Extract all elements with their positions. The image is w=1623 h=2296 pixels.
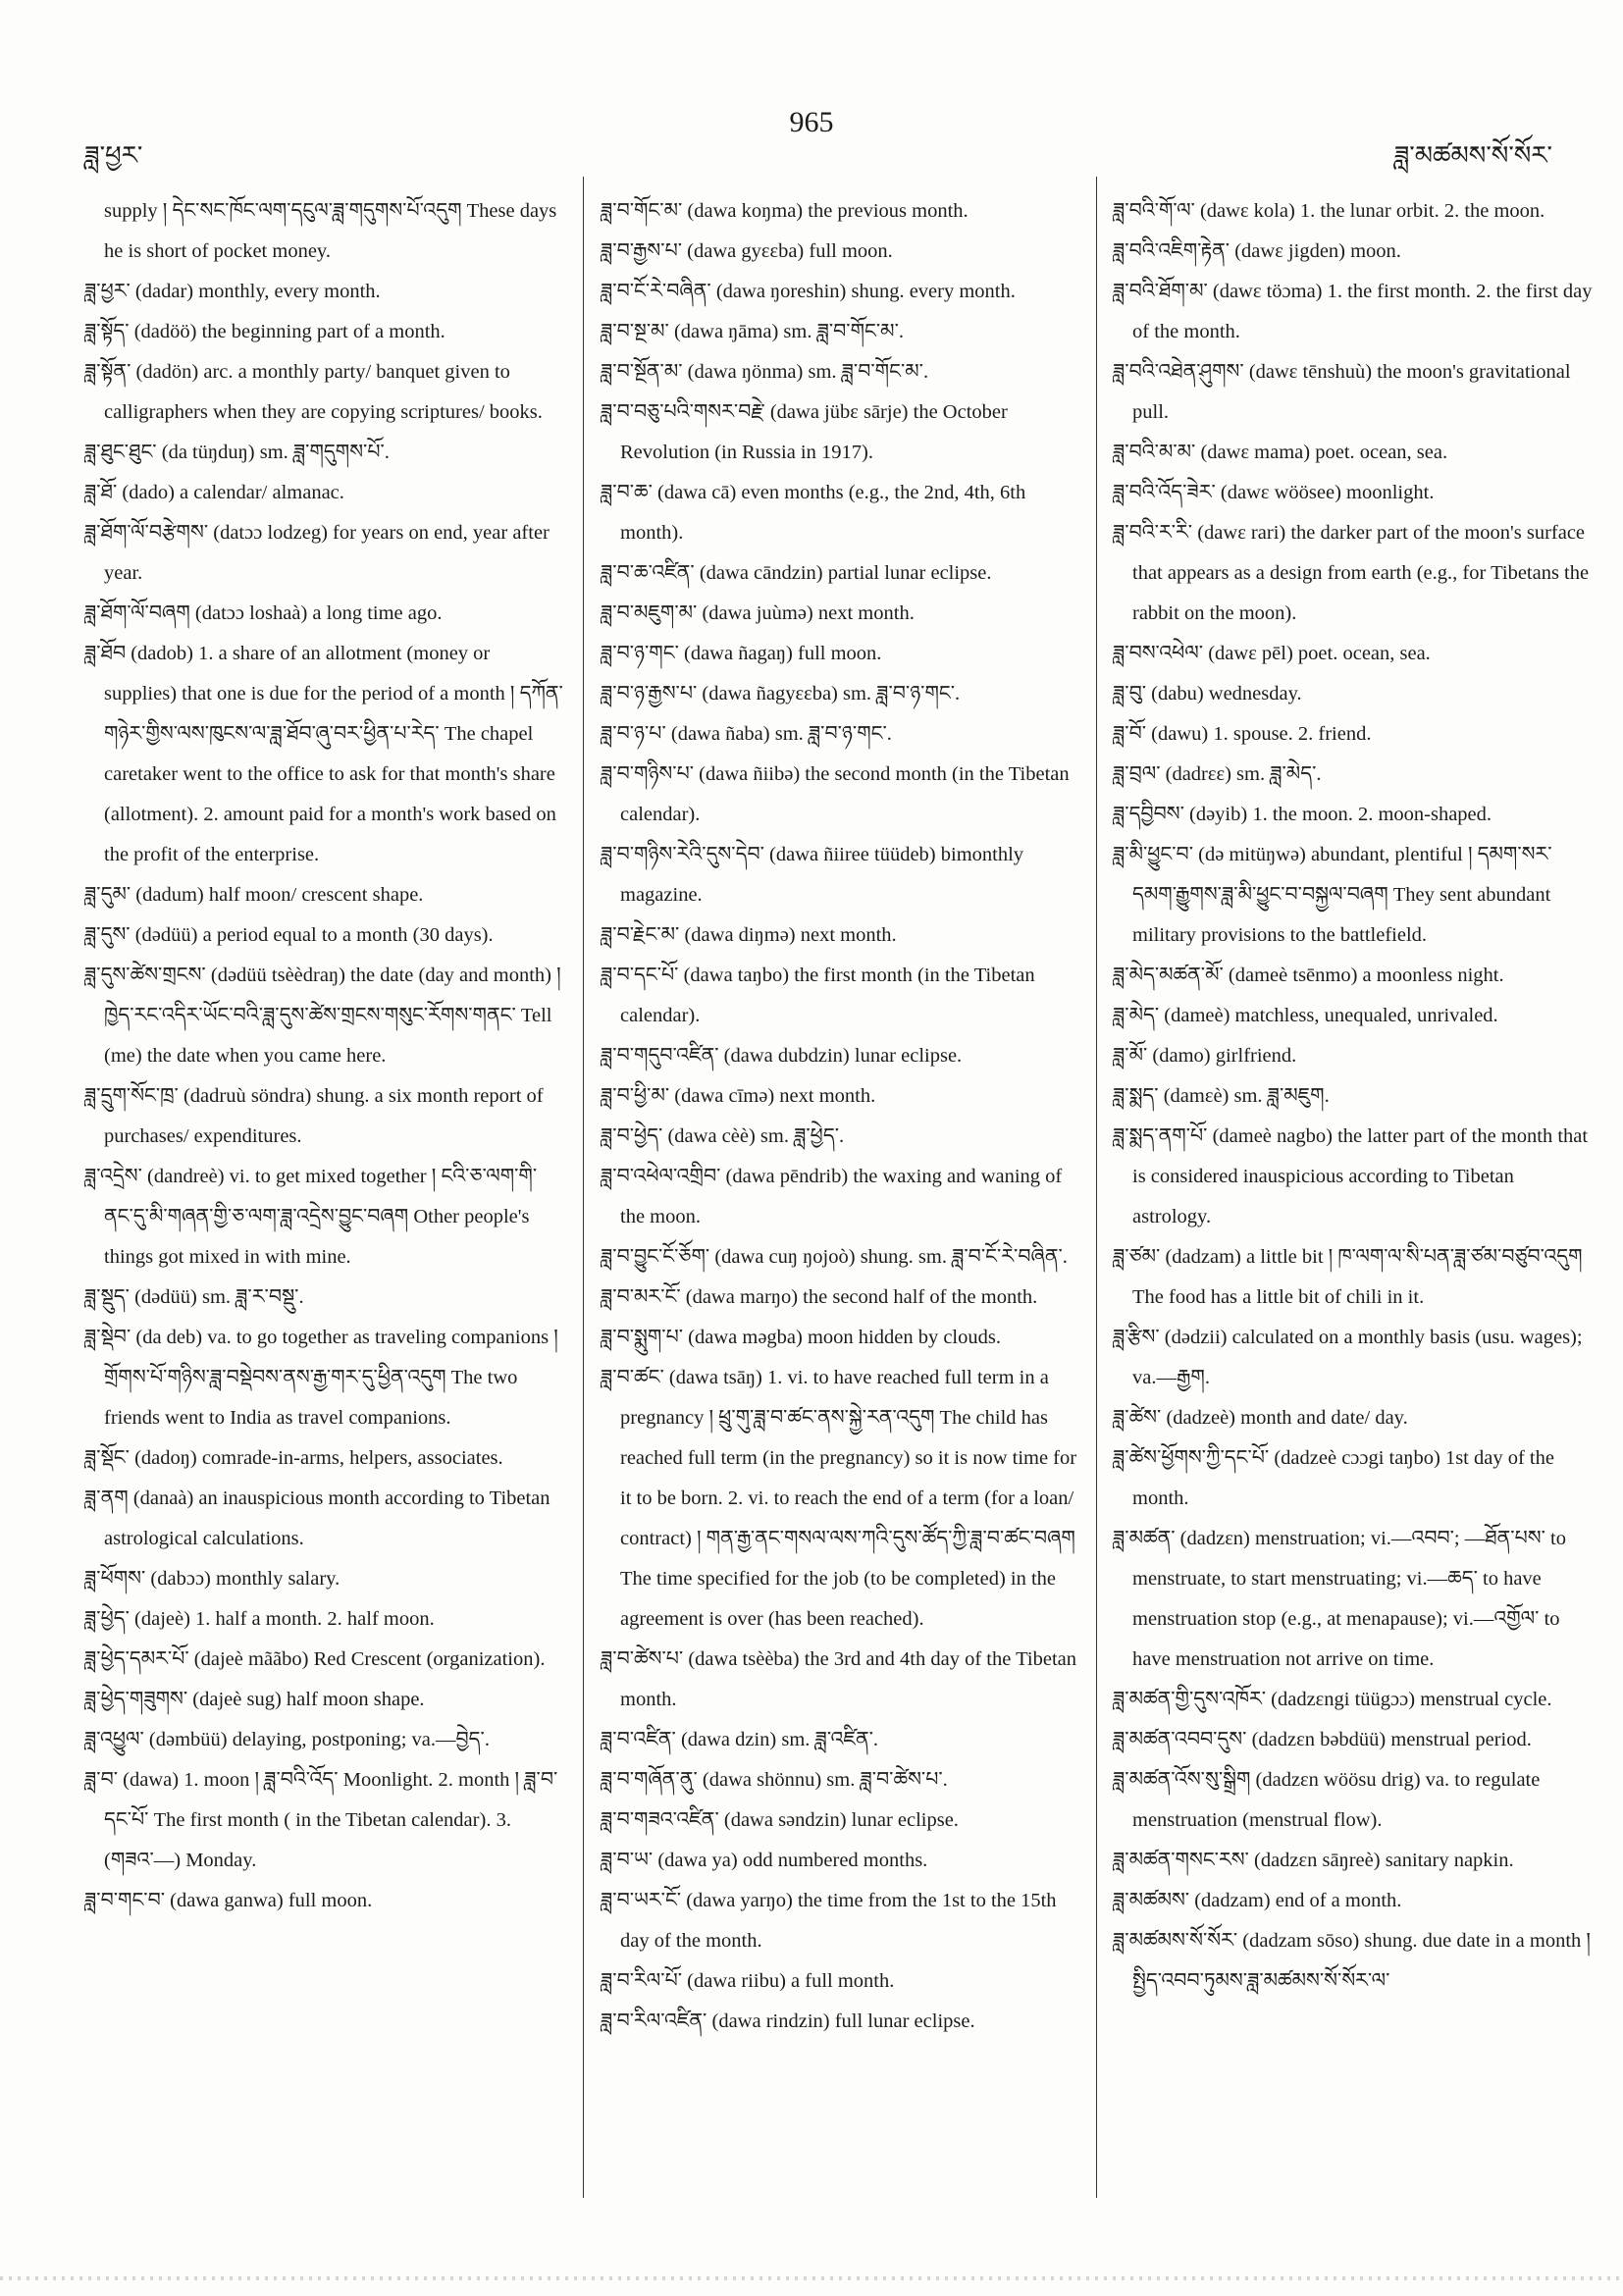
dictionary-entry: ཟླ་བ་ངོ་རེ་བཞིན་ (dawa ŋoreshin) shung. every month. — [601, 281, 1016, 302]
dictionary-entry: ཟླ་མི་ཕྱུང་བ་ (də mitüŋwə) abundant, plentiful ། དམག་སར་དམག་རྒྱུགས་ཟླ་མི་ཕྱུང་བ་བསྐྱལ་བཞག They sent abundant military provisions to the battlefield. — [1113, 844, 1552, 946]
dictionary-entry: ཟླ་དུས་ཚེས་གྲངས་ (dədüü tsèèdraŋ) the date (day and month) ། ཁྱེད་རང་འདིར་ཡོང་བའི་ཟླ་དུས་ཚེས་གྲངས་གསུང་རོགས་གནང་ Tell (me) the date when you came here. — [84, 965, 561, 1067]
dictionary-entry: ཟླ་རྩིས་ (dədzii) calculated on a monthly basis (usu. wages); va.—རྒྱག. — [1113, 1327, 1583, 1388]
dictionary-entry: ཟླ་སྨད་ནག་པོ་ (dameè nagbo) the latter part of the month that is considered inauspicious according to Tibetan astrology. — [1113, 1125, 1589, 1227]
dictionary-entry: ཟླ་མེད་ (dameè) matchless, unequaled, unrivaled. — [1113, 1005, 1498, 1026]
dictionary-entry: ཟླ་སྡུད་ (dədüü) sm. ཟླ་ར་བསྡུ་. — [84, 1286, 304, 1308]
dictionary-entry: ཟླ་སྡེབ་ (da deb) va. to go together as traveling companions ། གྲོགས་པོ་གཉིས་ཟླ་བསྡེབས་ནས་རྒྱ་གར་དུ་ཕྱིན་འདུག The two friends went to India as travel companions. — [84, 1327, 558, 1429]
dictionary-entry: ཟླ་བ་རིལ་པོ་ (dawa riibu) a full month. — [601, 1970, 895, 1992]
dictionary-entry: supply ། དེང་སང་ཁོང་ལག་དངུལ་ཟླ་གདུགས་པོ་འདུག These days he is short of pocket money. — [104, 200, 557, 262]
dictionary-entry: ཟླ་ཚེས་ཕྱོགས་ཀྱི་དང་པོ་ (dadzeè cɔɔgi taŋbo) 1st day of the month. — [1113, 1447, 1554, 1509]
dictionary-entry: ཟླ་བ་ཚང་ (dawa tsāŋ) 1. vi. to have reached full term in a pregnancy ། ཕྲུ་གུ་ཟླ་བ་ཚང་ནས་སྐྱེ་རན་འདུག The child has reached full term (in the pregnancy) so it is now time for it to be born. 2. vi. to reach the end of a term (for a loan/ contract) ། གན་རྒྱ་ནང་གསལ་ལས་ཀའི་དུས་ཚོད་ཀྱི་ཟླ་བ་ཚང་བཞག The time specified for the job (to be completed) in the agreement is over (has been reached). — [601, 1367, 1077, 1630]
dictionary-entry: ཟླ་ཚེས་ (dadzeè) month and date/ day. — [1113, 1407, 1408, 1429]
dictionary-entry: ཟླ་བོ་ (dawu) 1. spouse. 2. friend. — [1113, 723, 1372, 745]
dictionary-entry: ཟླ་ཐོ་ (dado) a calendar/ almanac. — [84, 482, 344, 503]
dictionary-entry: ཟླ་བ་བྱུང་ངོ་ཅོག་ (dawa cuŋ ŋojoò) shung. sm. ཟླ་བ་ངོ་རེ་བཞིན་. — [601, 1246, 1068, 1268]
dictionary-entry: ཟླ་སྡོང་ (dadoŋ) comrade-in-arms, helpers, associates. — [84, 1447, 503, 1469]
dictionary-entry: ཟླ་བ་ཉ་གང་ (dawa ñagaŋ) full moon. — [601, 643, 882, 664]
dictionary-entry: ཟླ་ཐོག་ལོ་བརྩེགས་ (datɔɔ lodzeg) for years on end, year after year. — [84, 522, 550, 584]
dictionary-entry: ཟླ་བ་རྒྱས་པ་ (dawa gyεεba) full moon. — [601, 240, 893, 262]
dictionary-entry: ཟླ་བའི་འོད་ཟེར་ (dawε wöösee) moonlight. — [1113, 482, 1435, 503]
dictionary-entry: ཟླ་བས་འཕེལ་ (dawε pēl) poet. ocean, sea. — [1113, 643, 1431, 664]
dictionary-entry: ཟླ་མཚན་འབབ་དུས་ (dadzεn bəbdüü) menstrual period. — [1113, 1729, 1532, 1750]
column-1 — [84, 191, 563, 2222]
dictionary-entry: ཟླ་བ་ཕྱེད་ (dawa cèè) sm. ཟླ་ཕྱེད་. — [601, 1125, 845, 1147]
column-3 — [1113, 191, 1594, 2222]
dictionary-entry: ཟླ་ཕྱར་ (dadar) monthly, every month. — [84, 281, 381, 302]
dictionary-entry: ཟླ་བའི་མ་མ་ (dawε mama) poet. ocean, sea. — [1113, 442, 1448, 463]
dictionary-entry: ཟླ་ནག (danaà) an inauspicious month according to Tibetan astrological calculations. — [84, 1487, 550, 1549]
dictionary-entry: ཟླ་མཚམས་ (dadzam) end of a month. — [1113, 1890, 1402, 1911]
running-head-left: ཟླ་ཕྱར་ — [84, 141, 143, 170]
dictionary-entry: ཟླ་བ་སྔ་མ་ (dawa ŋāma) sm. ཟླ་བ་གོང་མ་. — [601, 321, 904, 342]
dictionary-entry: ཟླ་དབྱིབས་ (dəyib) 1. the moon. 2. moon-shaped. — [1113, 804, 1492, 825]
dictionary-entry: ཟླ་མཚན་ (dadzεn) menstruation; vi.—འབབ་; —ཐོན་པས་ to menstruate, to start menstruating; vi.—ཆད་ to have menstruation stop (e.g., at menapause); vi.—འགྱོལ་ to have menstruation not arrive on time. — [1113, 1528, 1566, 1670]
dictionary-entry: ཟླ་བ་གཟའ་འཛིན་ (dawa səndzin) lunar eclipse. — [601, 1809, 959, 1831]
dictionary-entry: ཟླ་བ་འཕེལ་འགྲིབ་ (dawa pēndrib) the waxing and waning of the moon. — [601, 1166, 1063, 1227]
dictionary-entry: ཟླ་བ་ (dawa) 1. moon ། ཟླ་བའི་འོད་ Moonlight. 2. month ། ཟླ་བ་དང་པོ་ The first month ( in the Tibetan calendar). 3. (གཟའ་—) Monday. — [84, 1769, 558, 1871]
dictionary-entry: ཟླ་བའི་ར་རི་ (dawε rari) the darker part of the moon's surface that appears as a design from earth (e.g., for Tibetans the rabbit on the moon). — [1113, 522, 1590, 624]
dictionary-entry: ཟླ་ཕྱེད་གཟུགས་ (dajeè sug) half moon shape. — [84, 1689, 425, 1710]
dictionary-entry: ཟླ་མཚན་གྱི་དུས་འཁོར་ (dadzεngi tüügɔɔ) menstrual cycle. — [1113, 1689, 1552, 1710]
dictionary-entry: ཟླ་བ་རྗེང་མ་ (dawa diŋmə) next month. — [601, 924, 897, 946]
column-2 — [601, 191, 1079, 2222]
scan-edge — [0, 2276, 1623, 2280]
dictionary-entry: ཟླ་བའི་གོ་ལ་ (dawε kola) 1. the lunar orbit. 2. the moon. — [1113, 200, 1545, 222]
dictionary-entry: ཟླ་བའི་ཐོག་མ་ (dawε töɔma) 1. the first month. 2. the first day of the month. — [1113, 281, 1593, 342]
dictionary-entry: ཟླ་བ་རིལ་འཛིན་ (dawa rindzin) full lunar eclipse. — [601, 2010, 975, 2032]
dictionary-entry: ཟླ་བྲལ་ (dadrεε) sm. ཟླ་མེད་. — [1113, 763, 1322, 785]
dictionary-entry: ཟླ་བ་གཞོན་ནུ་ (dawa shönnu) sm. ཟླ་བ་ཚེས་པ་. — [601, 1769, 948, 1791]
dictionary-entry: ཟླ་སྟོན་ (dadön) arc. a monthly party/ banquet given to calligraphers when they are copying scriptures/ books. — [84, 361, 543, 423]
page-header — [0, 0, 1623, 170]
running-head-right: ཟླ་མཚམས་སོ་སོར་ — [1393, 141, 1552, 170]
dictionary-entry: ཟླ་ཐོབ (dadob) 1. a share of an allotment (money or supplies) that one is due for the period of a month ། དཀོན་གཉེར་གྱིས་ལས་ཁུངས་ལ་ཟླ་ཐོབ་ཞུ་བར་ཕྱིན་པ་རེད་ The chapel caretaker went to the office to ask for that month's share (allotment). 2. amount paid for a month's work based on the profit of the enterprise. — [84, 643, 563, 865]
column-divider — [583, 177, 584, 2198]
dictionary-entry: ཟླ་བ་དང་པོ་ (dawa taŋbo) the first month (in the Tibetan calendar). — [601, 965, 1035, 1026]
dictionary-entry: ཟླ་དུས་ (dədüü) a period equal to a month (30 days). — [84, 924, 494, 946]
dictionary-entry: ཟླ་བ་ཕྱི་མ་ (dawa cīmə) next month. — [601, 1085, 876, 1107]
dictionary-entry: ཟླ་བ་བཅུ་པའི་གསར་བརྗེ་ (dawa jübε sārje) the October Revolution (in Russia in 1917). — [601, 401, 1008, 463]
dictionary-entry: ཟླ་ཕྱེད་ (dajeè) 1. half a month. 2. half moon. — [84, 1608, 435, 1630]
dictionary-entry: ཟླ་བ་ཉ་པ་ (dawa ñaba) sm. ཟླ་བ་ཉ་གང་. — [601, 723, 892, 745]
dictionary-entry: ཟླ་ཕོགས་ (dabɔɔ) monthly salary. — [84, 1568, 340, 1590]
dictionary-entry: ཟླ་བ་ཡར་ངོ་ (dawa yarŋo) the time from the 1st to the 15th day of the month. — [601, 1890, 1057, 1952]
dictionary-entry: ཟླ་བུ་ (dabu) wednesday. — [1113, 683, 1302, 704]
dictionary-entry: ཟླ་བའི་འཐེན་ཤུགས་ (dawε tēnshuù) the moon's gravitational pull. — [1113, 361, 1571, 423]
column-divider — [1096, 177, 1097, 2198]
dictionary-entry: ཟླ་སྟོད་ (dadöö) the beginning part of a month. — [84, 321, 445, 342]
dictionary-entry: ཟླ་བ་གོང་མ་ (dawa koŋma) the previous month. — [601, 200, 969, 222]
dictionary-entry: ཟླ་ཐོག་ལོ་བཞག (datɔɔ loshaà) a long time ago. — [84, 602, 443, 624]
dictionary-entry: ཟླ་མེད་མཚན་མོ་ (dameè tsēnmo) a moonless night. — [1113, 965, 1504, 986]
dictionary-entry: ཟླ་བ་མཇུག་མ་ (dawa juùmə) next month. — [601, 602, 915, 624]
dictionary-entry: ཟླ་འཕྱུལ་ (dəmbüü) delaying, postponing; va.—བྱེད་. — [84, 1729, 490, 1750]
dictionary-entry: ཟླ་བ་ཡ་ (dawa ya) odd numbered months. — [601, 1850, 928, 1871]
dictionary-entry: ཟླ་མཚམས་སོ་སོར་ (dadzam sōso) shung. due date in a month ། སྤྱིད་འབབ་ཏུམས་ཟླ་མཚམས་སོ་སོར་ལ་ — [1113, 1930, 1591, 1992]
dictionary-entry: ཟླ་སྨད་ (damεè) sm. ཟླ་མཇུག. — [1113, 1085, 1330, 1107]
dictionary-entry: ཟླ་བ་ཆ་འཛིན་ (dawa cāndzin) partial lunar eclipse. — [601, 562, 992, 584]
dictionary-entry: ཟླ་བའི་འཇིག་རྟེན་ (dawε jigden) moon. — [1113, 240, 1401, 262]
dictionary-entry: ཟླ་ཐུང་ཐུང་ (da tüŋduŋ) sm. ཟླ་གདུགས་པོ་. — [84, 442, 390, 463]
dictionary-entry: ཟླ་བ་སྔོན་མ་ (dawa ŋönma) sm. ཟླ་བ་གོང་མ་. — [601, 361, 929, 383]
dictionary-entry: ཟླ་མོ་ (damo) girlfriend. — [1113, 1045, 1297, 1067]
dictionary-entry: ཟླ་བ་མར་ངོ་ (dawa marŋo) the second half of the month. — [601, 1286, 1038, 1308]
dictionary-entry: ཟླ་བ་ཉ་རྒྱས་པ་ (dawa ñagyεεba) sm. ཟླ་བ་ཉ་གང་. — [601, 683, 961, 704]
dictionary-entry: ཟླ་བ་ཚེས་པ་ (dawa tsèèba) the 3rd and 4th day of the Tibetan month. — [601, 1648, 1076, 1710]
dictionary-entry: ཟླ་དྲུག་སོང་ཁྲ་ (dadruù söndra) shung. a six month report of purchases/ expenditures. — [84, 1085, 544, 1147]
dictionary-entry: ཟླ་བ་གདུབ་འཛིན་ (dawa dubdzin) lunar eclipse. — [601, 1045, 963, 1067]
dictionary-entry: ཟླ་བ་ཆ་ (dawa cā) even months (e.g., the 2nd, 4th, 6th month). — [601, 482, 1026, 544]
dictionary-entry: ཟླ་བ་གང་བ་ (dawa ganwa) full moon. — [84, 1890, 373, 1911]
dictionary-entry: ཟླ་བ་སྨུག་པ་ (dawa məgba) moon hidden by clouds. — [601, 1327, 1001, 1348]
dictionary-entry: ཟླ་མཚན་གསང་རས་ (dadzεn sāŋreè) sanitary napkin. — [1113, 1850, 1514, 1871]
dictionary-entry: ཟླ་ཕྱེད་དམར་པོ་ (dajeè mããbo) Red Crescent (organization). — [84, 1648, 546, 1670]
dictionary-entry: ཟླ་འདྲེས་ (dandreè) vi. to get mixed together ། ངའི་ཅ་ལག་གི་ནང་དུ་མི་གཞན་གྱི་ཅ་ལག་ཟླ་འདྲེས་བྱུང་བཞག Other people's things got mixed in with mine. — [84, 1166, 538, 1268]
dictionary-entry: ཟླ་མཚན་འོས་སུ་སྒྲིག (dadzεn wöösu drig) va. to regulate menstruation (menstrual flow). — [1113, 1769, 1541, 1831]
dictionary-entry: ཟླ་དུམ་ (dadum) half moon/ crescent shape. — [84, 884, 424, 906]
dictionary-entry: ཟླ་ཙམ་ (dadzam) a little bit ། ཁ་ལག་ལ་སི་པན་ཟླ་ཙམ་བཙུབ་འདུག The food has a little bit of chili in it. — [1113, 1246, 1583, 1308]
dictionary-entry: ཟླ་བ་འཛིན་ (dawa dzin) sm. ཟླ་འཛིན་. — [601, 1729, 879, 1750]
dictionary-entry: ཟླ་བ་གཉིས་རེའི་དུས་དེབ་ (dawa ñiiree tüüdeb) bimonthly magazine. — [601, 844, 1024, 906]
page-number: 965 — [789, 106, 834, 138]
dictionary-entry: ཟླ་བ་གཉིས་པ་ (dawa ñiibə) the second month (in the Tibetan calendar). — [601, 763, 1070, 825]
